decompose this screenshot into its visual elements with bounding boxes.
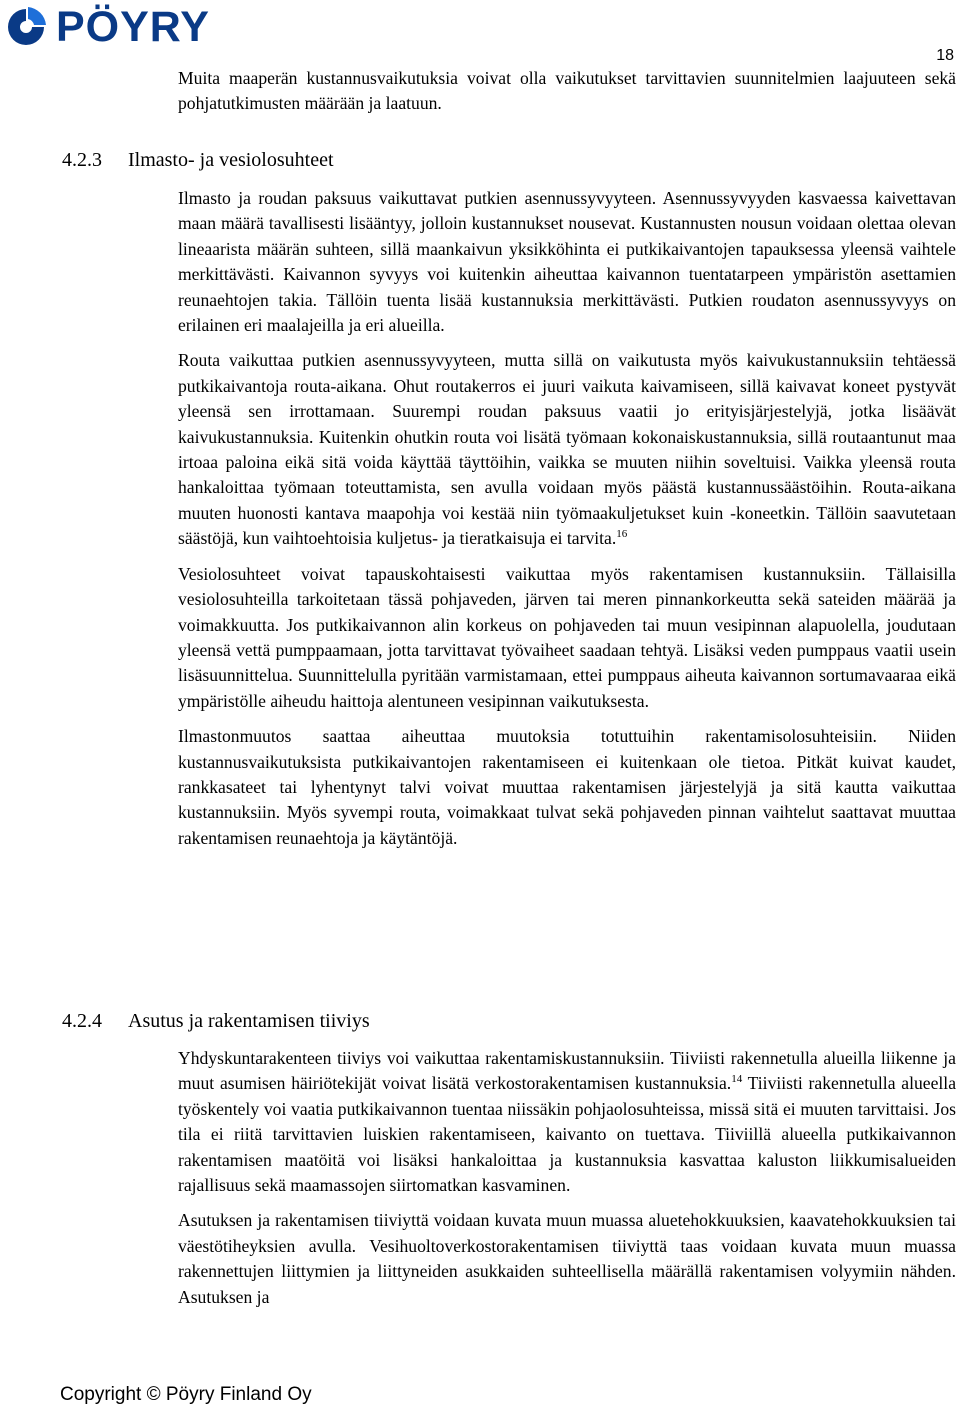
section-4-2-4-body xyxy=(178,1046,956,1310)
paragraph-frost xyxy=(178,348,956,551)
intro-section xyxy=(178,66,956,117)
section-number: 4.2.3 xyxy=(62,149,102,171)
section-title: Asutus ja rakentamisen tiiviys xyxy=(128,1010,370,1032)
footer-copyright: Copyright © Pöyry Finland Oy xyxy=(60,1384,312,1405)
paragraph-density-measures: Asutuksen ja rakentamisen tiiviyttä voidaan kuvata muun muassa aluetehokkuuksien, kaavatehokkuuksien tai väestötiheyksien avulla. Vesihuoltoverkostorakentamisen tiiviyttä taas voidaan kuvata muun muassa rakennettujen liittymien ja liittyneiden asukkaiden suhteellisella määrällä rakentamisen volyymiin nähden. Asutuksen ja xyxy=(178,1210,956,1307)
paragraph-density xyxy=(178,1046,956,1198)
page-number: 18 xyxy=(936,47,954,64)
section-4-2-3-body xyxy=(178,186,956,851)
footnote-ref: 16 xyxy=(616,528,628,541)
company-logo xyxy=(4,5,210,49)
paragraph-climate-change: Ilmastonmuutos saattaa aiheuttaa muutoksia totuttuihin rakentamisolosuhteisiin. Niiden kustannusvaikutuksista putkikaivantojen rakentamiseen ei kuitenkaan ole tietoa. Pitkät kuivat kaudet, rankkasateet tai lyhentynyt talvi voivat muuttaa rakentamisen järjestelyjä ja sitä kautta vaikuttaa kustannuksiin. Myös syvempi routa, voimakkaat tulvat sekä pohjaveden pinnan vaihtelut saattavat muuttaa rakentamisen reunaehtoja ja käytäntöjä. xyxy=(178,726,956,848)
section-number: 4.2.4 xyxy=(62,1010,102,1032)
intro-paragraph: Muita maaperän kustannusvaikutuksia voivat olla vaikutukset tarvittavien suunnitelmien laajuuteen sekä pohjatutkimusten määrään ja laatuun. xyxy=(178,68,956,114)
paragraph-density-text-a: Yhdyskuntarakenteen tiiviys voi vaikuttaa rakentamiskustannuksiin. Tiiviisti rakennetulla alueilla liikenne ja muut asumisen häiriötekijät voivat lisätä verkostorakentamisen kustannuksia. xyxy=(178,1048,956,1094)
section-heading-4-2-4 xyxy=(62,1010,370,1033)
section-heading-4-2-3 xyxy=(62,149,334,172)
paragraph-water: Vesiolosuhteet voivat tapauskohtaisesti vaikuttaa myös rakentamisen kustannuksiin. Tällaisilla vesiolosuhteilla tarkoitetaan tässä pohjaveden, järven tai meren pinnankorkeutta sekä sateiden määrää ja voimakkuutta. Jos putkikaivannon alin korkeus on pohjaveden tai muun vesipinnan alapuolella, joudutaan yleensä vettä pumppaamaan, jotta tarvittavat työvaiheet saadaan tehtyä. Lisäksi veden pumppaus vaatii usein lisäsuunnittelua. Suunnittelulla pyritään varmistamaan, ettei pumppaus aiheuta kaivannon sortumavaaraa eikä ympäristölle aiheudu haittoja alentuneen vesipinnan vaikutuksesta. xyxy=(178,563,956,711)
footnote-ref: 14 xyxy=(731,1073,743,1086)
poyry-emblem-icon xyxy=(4,5,48,49)
section-title: Ilmasto- ja vesiolosuhteet xyxy=(128,149,334,171)
paragraph-frost-text: Routa vaikuttaa putkien asennussyvyyteen, mutta sillä on vaikutusta myös kaivukustannuksiin tehtäessä putkikaivantoja routa-aikana. Ohut routakerros ei juuri vaikuta kaivamiseen, sillä kaivavat koneet pystyvät yleensä sen irrottamaan. Suurempi roudan paksuus vaatii jo erityisjärjestelyjä, jotka lisäävät kaivukustannuksia. Kuitenkin ohutkin routa voi lisätä työmaan kokonaiskustannuksia, sillä routaantunut maa irtoaa paloina eikä sitä voida käyttää täyttöihin, vaikka se muuten niihin soveltuisi. Vaikka yleensä routa hankaloittaa työmaan toteuttamista, sen avulla voidaan myös päästä kustannussäästöihin. Routa-aikana muuten huonosti kantava maapohja voi kestää niin työmaakuljetukset kuin -koneetkin. Tällöin saavutetaan säästöjä, kun vaihtoehtoisia kuljetus- ja tieratkaisuja ei tarvita. xyxy=(178,350,956,549)
logo-text: PÖYRY xyxy=(56,3,210,51)
paragraph-density-text-b: Tiiviisti rakennetulla alueella työskentely voi vaatia putkikaivannon tuentaa niissäkin pohjaolosuhteissa, missä sitä ei muuten tarvittaisi. Jos tila ei riitä tarvittavien luiskien rakentamiseen, kaivanto on tuettava. Tiiviillä alueella putkikaivannon rakentamisen maatöitä voi lisäksi hankaloittaa ja kustannuksia kasvattaa kaluston liikkumisalueiden rajallisuus sekä maamassojen siirtomatkan kasvaminen. xyxy=(178,1073,957,1196)
paragraph-climate: Ilmasto ja roudan paksuus vaikuttavat putkien asennussyvyyteen. Asennussyvyyden kasvaessa kaivettavan maan määrä tavallisesti lisääntyy, jolloin kustannukset nousevat. Kustannusten nousun voidaan olettaa olevan lineaarista määrän suhteen, sillä maankaivun yksikköhinta ei putkikaivantojen tapauksessa yleensä vaihtele merkittävästi. Kaivannon syvyys voi kuitenkin aiheuttaa kaivannon tuentatarpeen ympäristön asettamien reunaehtojen takia. Tällöin tuenta lisää kustannuksia merkittävästi. Putkien roudaton asennussyvyys on erilainen eri maalajeilla ja eri alueilla. xyxy=(178,188,956,336)
